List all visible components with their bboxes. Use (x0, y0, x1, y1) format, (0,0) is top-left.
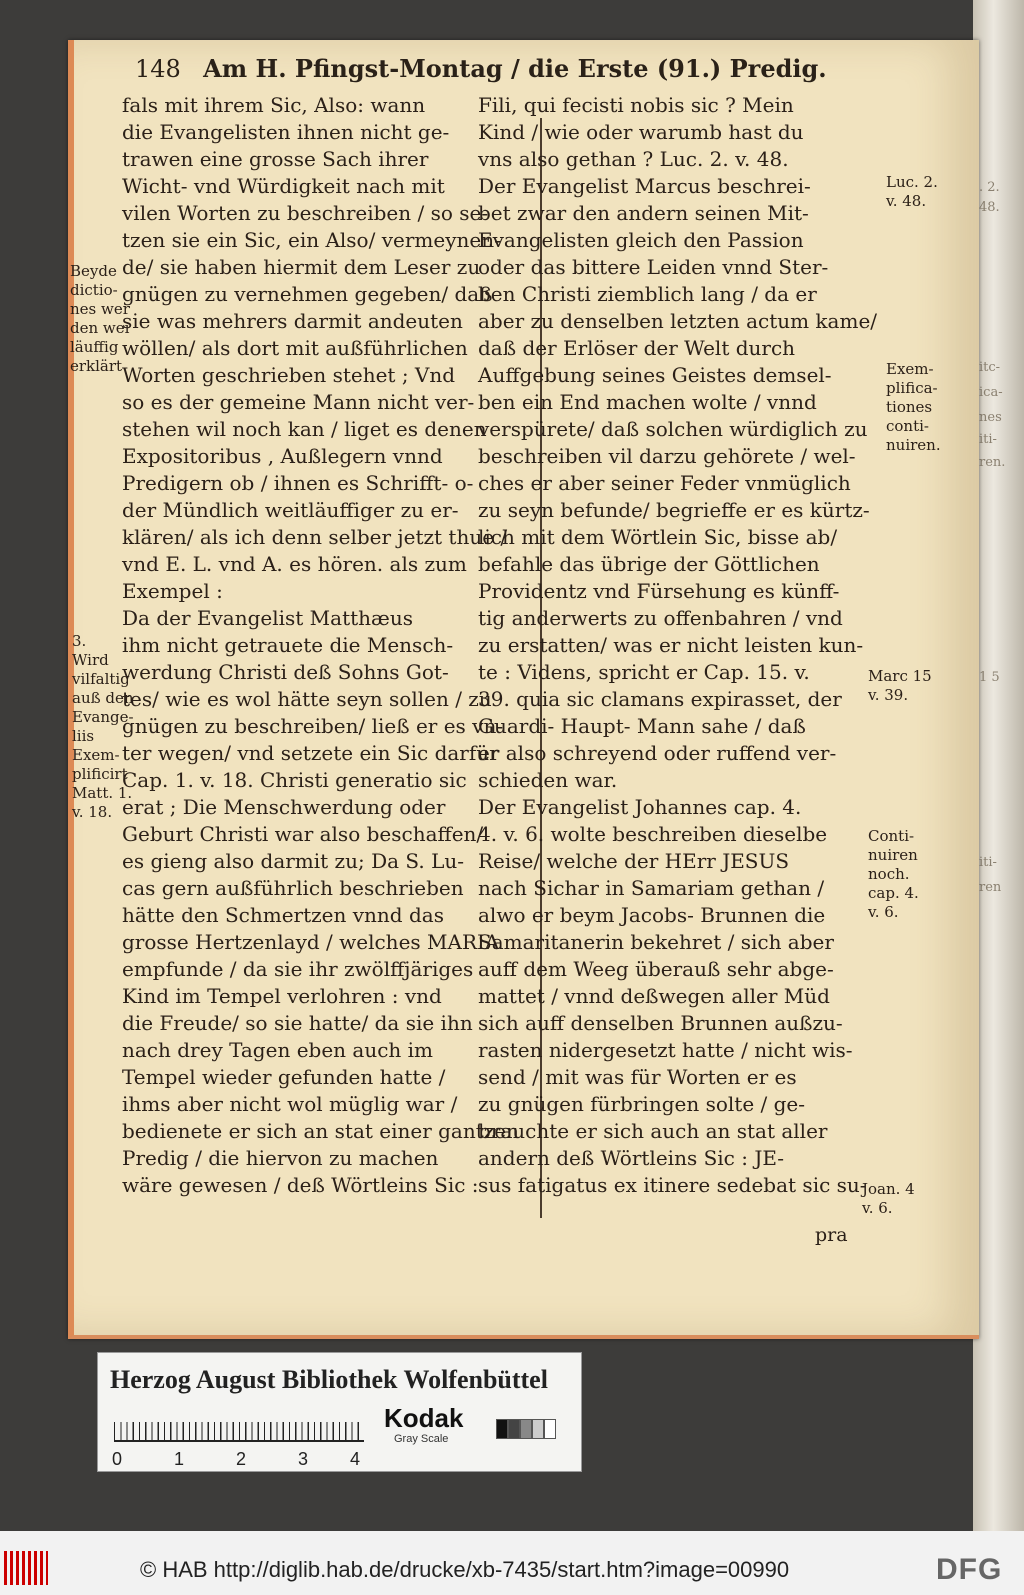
text-line: daß der Erlöser der Welt durch (478, 336, 796, 360)
text-line: hätte den Schmertzen vnnd das (122, 903, 444, 927)
text-line: fals mit ihrem Sic, Also: wann (122, 93, 426, 117)
margin-line: liis (72, 727, 95, 745)
text-line: Fili, qui fecisti nobis sic ? Mein (478, 93, 794, 117)
text-line: befahle das übrige der Göttlichen (478, 552, 820, 576)
margin-line: Beyde (70, 262, 117, 280)
margin-note-left-1 (70, 262, 130, 376)
text-line: Exempel : (122, 579, 223, 603)
text-line: Worten geschrieben stehet ; Vnd (122, 363, 456, 387)
text-line: vnd E. L. vnd A. es hören. als zum (122, 552, 467, 576)
text-line: so es der gemeine Mann nicht ver- (122, 390, 475, 414)
text-line: ches er aber seiner Feder vnmüglich (478, 471, 851, 495)
text-line: sie was mehrers darmit andeuten (122, 309, 463, 333)
margin-line: v. 6. (868, 903, 899, 921)
text-line: nach Sichar in Samariam gethan / (478, 876, 825, 900)
margin-line: erklärt (70, 357, 123, 375)
adjacent-page-edge: . 2. 48. itc- ica- nes iti- ren. 1 5 iti- ren (973, 0, 1024, 1560)
margin-line: auß den (72, 689, 134, 707)
margin-line: cap. 4. (868, 884, 919, 902)
margin-line: v. 39. (868, 686, 909, 704)
text-line: Predig / die hiervon zu machen (122, 1146, 439, 1170)
margin-line: Wird (72, 651, 109, 669)
margin-line: plificirt (72, 765, 128, 783)
library-name: Herzog August Bibliothek Wolfenbüttel (110, 1365, 548, 1394)
margin-line: Joan. 4 (862, 1180, 915, 1198)
text-line: aber zu denselben letzten actum kame/ (478, 309, 878, 333)
text-line: zu erstatten/ was er nicht leisten kun- (478, 633, 864, 657)
text-line: Providentz vnd Fürsehung es künff- (478, 579, 840, 603)
text-line: oder das bittere Leiden vnnd Ster- (478, 255, 829, 279)
margin-line: noch. (868, 865, 910, 883)
running-title: Am H. Pfingst-Montag / die Erste (91.) Predig. (203, 54, 827, 83)
ruler-number: 3 (298, 1449, 309, 1469)
margin-note-right-1 (886, 173, 938, 211)
text-line: erat ; Die Menschwerdung oder (122, 795, 446, 819)
text-line: bedienete er sich an stat einer gantzen (122, 1119, 520, 1143)
text-line: ben Christi ziemblich lang / da er (478, 282, 817, 306)
margin-line: Exem- (886, 360, 934, 378)
gray-patch (496, 1419, 508, 1439)
library-color-card (97, 1352, 582, 1472)
text-line: er also schreyend oder ruffend ver- (478, 741, 837, 765)
margin-line: läuffig (70, 338, 119, 356)
text-line: de/ sie haben hiermit dem Leser zu (122, 255, 481, 279)
text-line: Expositoribus , Außlegern vnnd (122, 444, 443, 468)
text-line: ben ein End machen wolte / vnnd (478, 390, 817, 414)
catchword: pra (815, 1224, 848, 1246)
text-line: vns also gethan ? Luc. 2. v. 48. (478, 147, 789, 171)
margin-line: Evange- (72, 708, 134, 726)
gray-patch (544, 1419, 556, 1439)
barcode-icon (4, 1551, 48, 1585)
text-line: mattet / vnnd deßwegen aller Müd (478, 984, 830, 1008)
text-line: grosse Hertzenlayd / welches MARIA (122, 930, 500, 954)
ruler-number: 0 (112, 1449, 123, 1469)
text-line: Guardi- Haupt- Mann sahe / daß (478, 714, 806, 738)
text-line: 4. v. 6. wolte beschreiben dieselbe (478, 822, 828, 846)
text-line: vilen Worten zu beschreiben / so se- (122, 201, 489, 225)
text-line: zu gnügen fürbringen solte / ge- (478, 1092, 806, 1116)
text-line: Predigern ob / ihnen es Schrifft- o- (122, 471, 474, 495)
dfg-logo: DFG (936, 1553, 1003, 1586)
text-line: schieden war. (478, 768, 618, 792)
text-line: alwo er beym Jacobs- Brunnen die (478, 903, 826, 927)
text-line: es gieng also darmit zu; Da S. Lu- (122, 849, 465, 873)
margin-line: nes wer (70, 300, 130, 318)
gray-scale-label: Gray Scale (394, 1433, 449, 1445)
text-line: Evangelisten gleich den Passion (478, 228, 804, 252)
text-line: gnügen zu beschreiben/ ließ er es vn- (122, 714, 504, 738)
text-line: die Evangelisten ihnen nicht ge- (122, 120, 450, 144)
margin-line: Marc 15 (868, 667, 932, 685)
text-line: send / mit was für Worten er es (478, 1065, 797, 1089)
copyright-url[interactable]: © HAB http://diglib.hab.de/drucke/xb-7435/start.htm?image=00990 (140, 1557, 790, 1582)
text-line: nach drey Tagen eben auch im (122, 1038, 434, 1062)
text-line: Da der Evangelist Matthæus (122, 606, 413, 630)
ruler-number: 1 (174, 1449, 185, 1469)
margin-note-right-5 (862, 1180, 915, 1218)
margin-line: tiones (886, 398, 933, 416)
margin-line: 3. (72, 632, 87, 650)
text-line: tes/ wie es wol hätte seyn sollen / zu (122, 687, 492, 711)
text-line: empfunde / da sie ihr zwölffjäriges (122, 957, 474, 981)
text-line: tzen sie ein Sic, ein Also/ vermeynen- (122, 228, 501, 252)
text-line: sus fatigatus ex itinere sedebat sic su- (478, 1173, 867, 1197)
margin-line: v. 6. (862, 1199, 893, 1217)
gray-patch (532, 1419, 544, 1439)
running-header (135, 54, 835, 88)
text-line: gnügen zu vernehmen gegeben/ daß (122, 282, 493, 306)
gray-patch (520, 1419, 532, 1439)
text-line: wöllen/ als dort mit außführlichen (122, 336, 468, 360)
text-line: Reise/ welche der HErr JESUS (478, 849, 790, 873)
right-text-column (478, 92, 878, 1199)
text-line: beschreiben vil darzu gehörete / wel- (478, 444, 856, 468)
kodak-brand: Kodak (384, 1403, 464, 1433)
text-line: cas gern außführlich beschrieben (122, 876, 464, 900)
margin-line: v. 18. (72, 803, 113, 821)
text-line: Geburt Christi war also beschaffen/ (122, 822, 484, 846)
margin-line: Matt. 1. (72, 784, 133, 802)
text-line: auff dem Weeg überauß sehr abge- (478, 957, 834, 981)
margin-line: conti- (886, 417, 929, 435)
text-line: Auffgebung seines Geistes demsel- (478, 363, 832, 387)
margin-line: v. 48. (886, 192, 927, 210)
text-line: Wicht- vnd Würdigkeit nach mit (122, 174, 445, 198)
ruler-number: 2 (236, 1449, 247, 1469)
text-line: Tempel wieder gefunden hatte / (122, 1065, 446, 1089)
margin-note-right-4 (868, 827, 919, 922)
text-line: stehen wil noch kan / liget es denen (122, 417, 487, 441)
margin-line: nuiren (868, 846, 918, 864)
text-line: ihm nicht getrauete die Mensch- (122, 633, 454, 657)
text-line: lich mit dem Wörtlein Sic, bisse ab/ (478, 525, 838, 549)
margin-note-right-2 (886, 360, 941, 455)
text-line: verspürete/ daß solchen würdiglich zu (478, 417, 868, 441)
gray-patch (508, 1419, 520, 1439)
text-line: te : Videns, spricht er Cap. 15. v. (478, 660, 810, 684)
margin-line: dictio- (70, 281, 118, 299)
text-line: Kind im Tempel verlohren : vnd (122, 984, 442, 1008)
text-line: brauchte er sich auch an stat aller (478, 1119, 828, 1143)
text-line: klären/ als ich denn selber jetzt thue / (122, 525, 508, 549)
text-line: 39. quia sic clamans expirasset, der (478, 687, 842, 711)
text-line: Kind / wie oder warumb hast du (478, 120, 804, 144)
text-line: Samaritanerin bekehret / sich aber (478, 930, 834, 954)
margin-line: plifica- (886, 379, 938, 397)
text-line: werdung Christi deß Sohns Got- (122, 660, 449, 684)
text-line: Der Evangelist Marcus beschrei- (478, 174, 811, 198)
text-line: bet zwar den andern seinen Mit- (478, 201, 809, 225)
text-line: der Mündlich weitläuffiger zu er- (122, 498, 459, 522)
text-line: rasten nidergesetzt hatte / nicht wis- (478, 1038, 853, 1062)
text-line: Der Evangelist Johannes cap. 4. (478, 795, 802, 819)
scale-ruler (114, 1410, 364, 1442)
gray-scale-patches (496, 1419, 556, 1439)
text-line: wäre gewesen / deß Wörtleins Sic : (122, 1173, 479, 1197)
text-line: zu seyn befunde/ begrieffe er es kürtz- (478, 498, 870, 522)
text-line: sich auff denselben Brunnen außzu- (478, 1011, 843, 1035)
text-line: ihms aber nicht wol müglig war / (122, 1092, 458, 1116)
page-number: 148 (135, 55, 181, 83)
margin-note-right-3 (868, 667, 932, 705)
text-line: tig anderwerts zu offenbahren / vnd (478, 606, 843, 630)
margin-line: Exem- (72, 746, 120, 764)
text-line: die Freude/ so sie hatte/ da sie ihn (122, 1011, 473, 1035)
margin-line: Luc. 2. (886, 173, 938, 191)
ruler-number: 4 (350, 1449, 361, 1469)
text-line: ter wegen/ vnd setzete ein Sic darfür (122, 741, 499, 765)
margin-line: vilfaltig (72, 670, 130, 688)
text-line: trawen eine grosse Sach ihrer (122, 147, 429, 171)
margin-note-left-2 (72, 632, 134, 822)
left-text-column (122, 92, 530, 1199)
margin-line: den wei (70, 319, 130, 337)
text-line: Cap. 1. v. 18. Christi generatio sic (122, 768, 467, 792)
margin-line: nuiren. (886, 436, 941, 454)
footer-bar (0, 1531, 1024, 1595)
text-line: andern deß Wörtleins Sic : JE- (478, 1146, 785, 1170)
margin-line: Conti- (868, 827, 915, 845)
